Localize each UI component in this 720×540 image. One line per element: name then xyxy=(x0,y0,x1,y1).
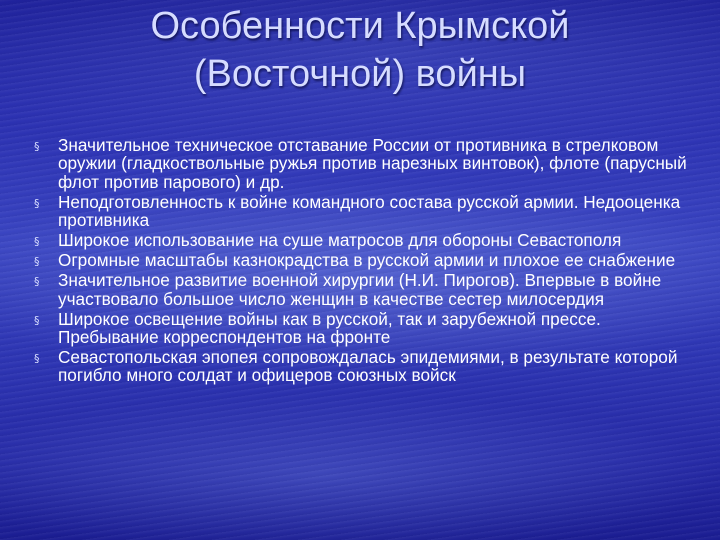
bullet-icon: § xyxy=(34,196,40,210)
list-item xyxy=(34,136,694,191)
bullet-text: Широкое освещение войны как в русской, так и зарубежной прессе. Пребывание корреспондентов на фронте xyxy=(58,308,601,348)
bullet-icon: § xyxy=(34,352,40,366)
bullet-text: Значительное развитие военной хирургии (Н.И. Пирогов). Впервые в войне участвовало большое число женщин в качестве сестер милосердия xyxy=(58,270,662,309)
list-item xyxy=(34,310,694,347)
bullet-icon: § xyxy=(34,313,40,327)
bullet-icon: § xyxy=(34,235,40,249)
bullet-text: Неподготовленность к войне командного состава русской армии. Недооценка противника xyxy=(58,191,681,231)
slide-title-line-1: Особенности Крымской xyxy=(150,5,570,47)
slide-title-line-2: (Восточной) войны xyxy=(193,53,527,95)
list-item xyxy=(34,231,694,249)
list-item xyxy=(34,348,694,385)
bullet-text: Севастопольская эпопея сопровождалась эпидемиями, в результате которой погибло много солдат и офицеров союзных войск xyxy=(58,347,678,386)
list-item xyxy=(34,271,694,308)
bullet-text: Широкое использование на суше матросов для обороны Севастополя xyxy=(58,230,622,251)
bullet-list xyxy=(34,136,694,386)
list-item xyxy=(34,251,694,269)
list-item xyxy=(34,193,694,230)
bullet-icon: § xyxy=(34,140,40,153)
bullet-icon: § xyxy=(34,255,40,269)
bullet-text: Значительное техническое отставание России от противника в стрелковом оружии (гладкоствольные ружья против нарезных винтовок), флоте (парусный флот против парового) и др. xyxy=(58,135,687,192)
slide-title xyxy=(40,2,680,98)
bullet-icon: § xyxy=(34,275,40,289)
bullet-text: Огромные масштабы казнокрадства в русской армии и плохое ее снабжение xyxy=(58,250,676,271)
